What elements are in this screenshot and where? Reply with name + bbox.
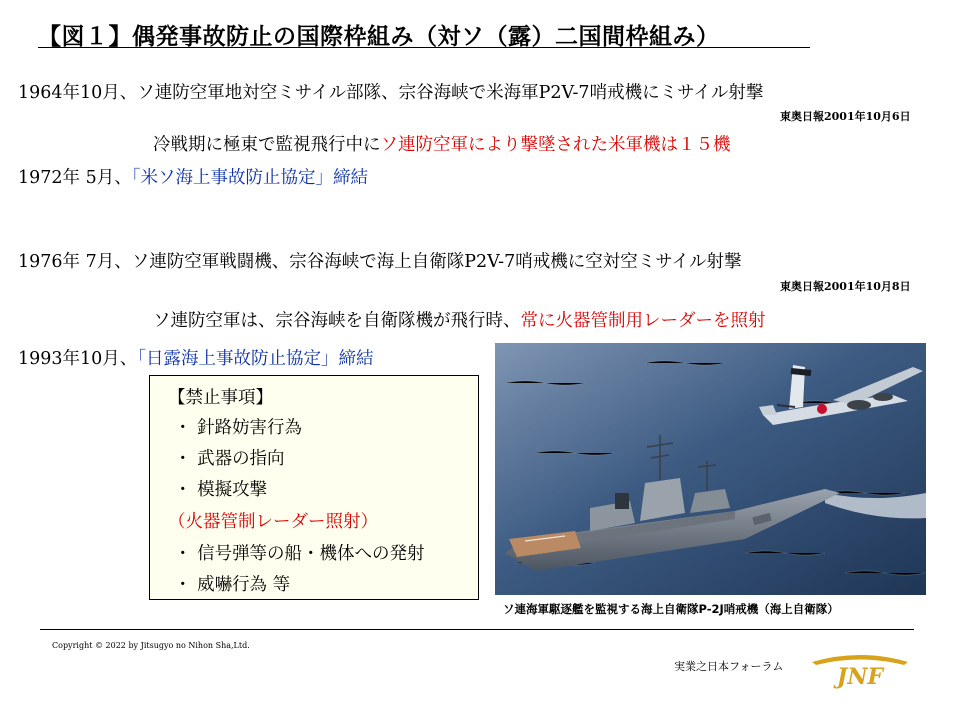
destroyer-photo [495,343,926,595]
event-1964: 1964年10月、ソ連防空軍地対空ミサイル部隊、宗谷海峡で米海軍P2V-7哨戒機にミサイル射撃 [18,83,764,103]
prohibited-item: ・ 模擬攻撃 [174,480,268,500]
page-title: 【図１】偶発事故防止の国際枠組み（対ソ（露）二国間枠組み） [38,24,720,50]
note-radar-prefix: ソ連防空軍は、宗谷海峡を自衛隊機が飛行時、 [153,311,521,331]
prohibited-box [149,375,479,600]
svg-text:JNF: JNF [836,664,884,690]
destroyer-photo-image [495,343,926,595]
note-shootdowns-highlight: ソ連防空軍により撃墜された米軍機は１５機 [380,135,731,155]
prohibited-item: ・ 針路妨害行為 [174,418,303,438]
photo-caption: ソ連海軍駆逐艦を監視する海上自衛隊P-2J哨戒機（海上自衛隊） [503,602,839,616]
event-1972-agreement: 「米ソ海上事故防止協定」締結 [131,168,368,188]
source-1964: 東奥日報2001年10月6日 [780,110,911,123]
note-shootdowns [153,131,731,156]
jnf-logo-icon [810,650,910,690]
note-shootdowns-prefix: 冷戦期に極東で監視飛行中に [153,135,381,155]
prohibited-item: ・ 武器の指向 [174,449,285,469]
footer-rule [40,629,914,630]
title-underline [38,47,810,48]
event-1993-agreement: 「日露海上事故防止協定」締結 [137,349,374,369]
prohibited-item: ・ 威嚇行為 等 [174,575,291,595]
event-1976: 1976年 7月、ソ連防空軍戦闘機、宗谷海峡で海上自衛隊P2V-7哨戒機に空対空ミサイル射撃 [18,252,742,272]
note-radar-highlight: 常に火器管制用レーダーを照射 [520,311,766,331]
event-1993 [18,345,374,370]
prohibited-item: ・ 信号弾等の船・機体への発射 [174,544,425,564]
source-1976: 東奥日報2001年10月8日 [780,280,911,293]
prohibited-item-radar: （火器管制レーダー照射） [168,512,378,532]
event-1993-date: 1993年10月、 [18,349,138,369]
event-1972-date: 1972年 5月、 [18,168,132,188]
prohibited-heading: 【禁止事項】 [168,388,273,408]
forum-name: 実業之日本フォーラム [674,660,784,673]
jnf-logo [810,650,910,690]
note-radar [153,307,766,332]
event-1972 [18,164,368,189]
copyright: Copyright © 2022 by Jitsugyo no Nihon Sha,Ltd. [52,641,250,650]
